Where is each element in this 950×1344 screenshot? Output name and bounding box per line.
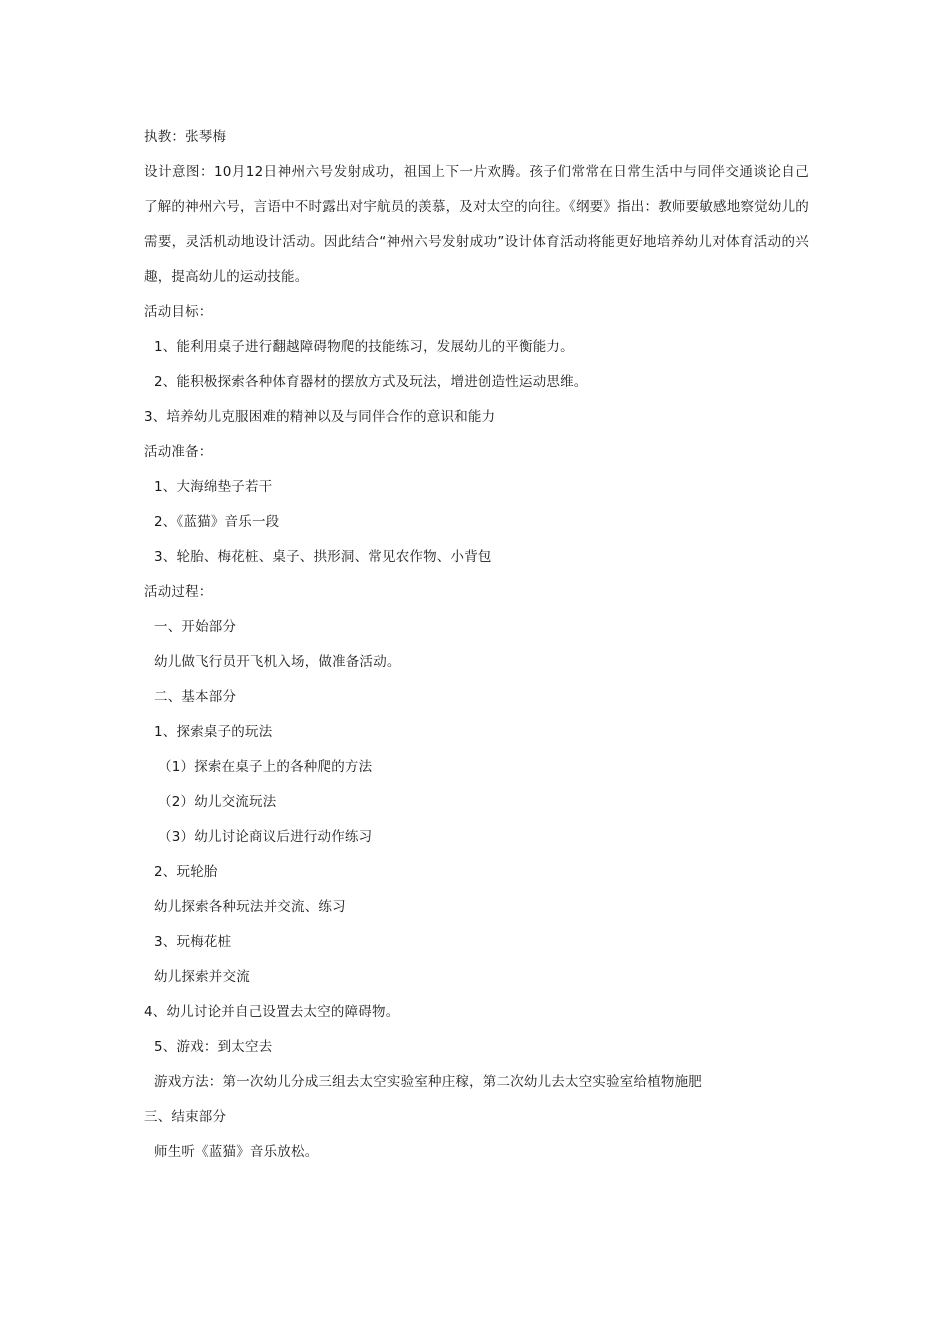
process-step-game: 5、游戏：到太空去 bbox=[154, 1039, 273, 1055]
process-step-tire: 2、玩轮胎 bbox=[154, 864, 218, 880]
process-tire-text: 幼儿探索各种玩法并交流、练习 bbox=[154, 899, 346, 915]
design-intent-paragraph: 设计意图：10月12日神州六号发射成功，祖国上下一片欢腾。孩子们常常在日常生活中与同伴交通谈论自己了解的神州六号，言语中不时露出对宇航员的羡慕，及对太空的向往。《纲要》指出：教师要敏感地察觉幼儿的需要，灵活机动地设计活动。因此结合“神州六号发射成功”设计体育活动将能更好地培养幼儿对体育活动的兴趣，提高幼儿的运动技能。 bbox=[144, 164, 809, 285]
process-substep-1: （1）探索在桌子上的各种爬的方法 bbox=[158, 759, 373, 775]
goals-heading: 活动目标： bbox=[144, 304, 213, 320]
process-game-method: 游戏方法：第一次幼儿分成三组去太空实验室种庄稼，第二次幼儿去太空实验室给植物施肥 bbox=[154, 1074, 702, 1090]
process-step-table: 1、探索桌子的玩法 bbox=[154, 724, 273, 740]
process-substep-2: （2）幼儿交流玩法 bbox=[158, 794, 277, 810]
prep-item-2: 2、《蓝猫》音乐一段 bbox=[154, 514, 280, 530]
process-substep-3: （3）幼儿讨论商议后进行动作练习 bbox=[158, 829, 373, 845]
goal-item-2: 2、能积极探索各种体育器材的摆放方式及玩法，增进创造性运动思维。 bbox=[154, 374, 588, 390]
process-stakes-text: 幼儿探索并交流 bbox=[154, 969, 250, 985]
process-step-obstacles: 4、幼儿讨论并自己设置去太空的障碍物。 bbox=[144, 1004, 400, 1020]
process-end-text: 师生听《蓝猫》音乐放松。 bbox=[154, 1144, 319, 1160]
process-section-start: 一、开始部分 bbox=[154, 619, 237, 635]
document-body bbox=[144, 120, 814, 1170]
process-section-end: 三、结束部分 bbox=[144, 1109, 227, 1125]
process-section-basic: 二、基本部分 bbox=[154, 689, 237, 705]
prep-item-3: 3、轮胎、梅花桩、桌子、拱形洞、常见农作物、小背包 bbox=[154, 549, 492, 565]
goal-item-1: 1、能利用桌子进行翻越障碍物爬的技能练习，发展幼儿的平衡能力。 bbox=[154, 339, 574, 355]
goal-item-3: 3、培养幼儿克服困难的精神以及与同伴合作的意识和能力 bbox=[144, 409, 496, 425]
process-start-text: 幼儿做飞行员开飞机入场，做准备活动。 bbox=[154, 654, 401, 670]
prep-item-1: 1、大海绵垫子若干 bbox=[154, 479, 273, 495]
teacher-line: 执教：张琴梅 bbox=[144, 129, 227, 145]
process-step-stakes: 3、玩梅花桩 bbox=[154, 934, 232, 950]
process-heading: 活动过程： bbox=[144, 584, 213, 600]
prep-heading: 活动准备： bbox=[144, 444, 213, 460]
